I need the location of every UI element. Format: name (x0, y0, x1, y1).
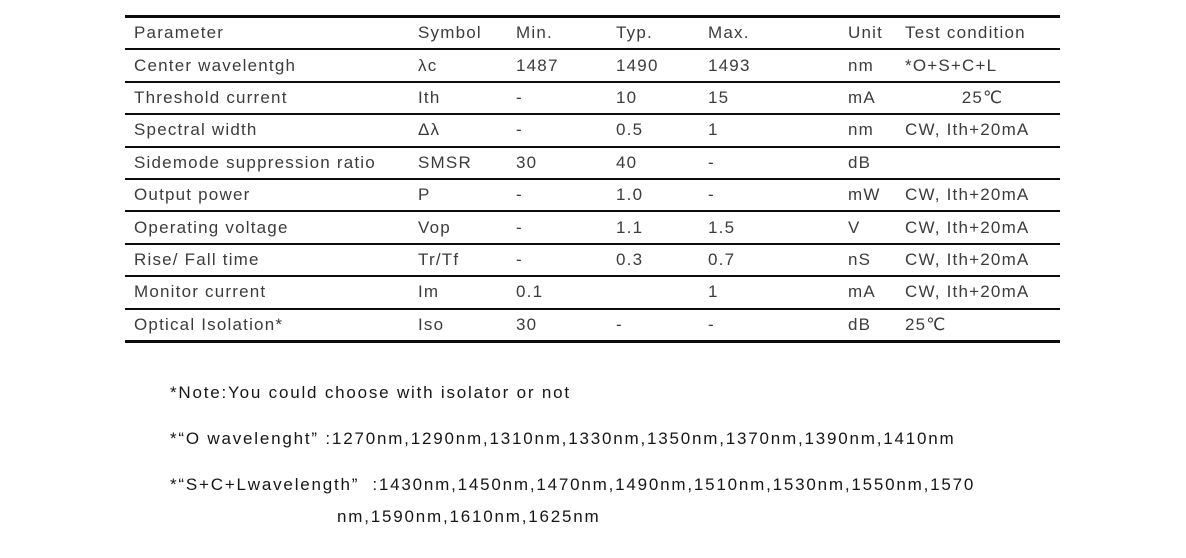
cell-typ: - (616, 309, 708, 342)
cell-test: *O+S+C+L (905, 49, 1060, 81)
cell-parameter: Monitor current (125, 276, 418, 308)
cell-parameter: Rise/ Fall time (125, 244, 418, 276)
table-header-row (125, 17, 1060, 50)
header-min: Min. (516, 17, 616, 50)
cell-parameter: Operating voltage (125, 211, 418, 243)
table-body (125, 49, 1060, 341)
cell-max: 1.5 (708, 211, 848, 243)
cell-typ: 40 (616, 147, 708, 179)
table-row (125, 82, 1060, 114)
cell-parameter: Threshold current (125, 82, 418, 114)
cell-typ: 1.1 (616, 211, 708, 243)
cell-typ (616, 276, 708, 308)
cell-test: CW, Ith+20mA (905, 211, 1060, 243)
cell-typ: 10 (616, 82, 708, 114)
cell-typ: 1490 (616, 49, 708, 81)
cell-typ: 0.5 (616, 114, 708, 146)
note-o-wavelength: *“O wavelenght” :1270nm,1290nm,1310nm,1330nm,1350nm,1370nm,1390nm,1410nm (170, 429, 956, 448)
cell-min: - (516, 82, 616, 114)
cell-unit: mW (848, 179, 905, 211)
cell-symbol: Im (418, 276, 516, 308)
cell-symbol: Δλ (418, 114, 516, 146)
cell-typ: 0.3 (616, 244, 708, 276)
cell-test: CW, Ith+20mA (905, 114, 1060, 146)
header-max: Max. (708, 17, 848, 50)
cell-min: - (516, 179, 616, 211)
cell-symbol: λc (418, 49, 516, 81)
header-typ: Typ. (616, 17, 708, 50)
note-isolator: *Note:You could choose with isolator or not (170, 383, 571, 402)
cell-test: CW, Ith+20mA (905, 276, 1060, 308)
cell-parameter: Sidemode suppression ratio (125, 147, 418, 179)
cell-min: - (516, 244, 616, 276)
cell-parameter: Center wavelentgh (125, 49, 418, 81)
cell-test: CW, Ith+20mA (905, 179, 1060, 211)
cell-max: - (708, 309, 848, 342)
cell-max: - (708, 147, 848, 179)
cell-unit: nS (848, 244, 905, 276)
cell-symbol: Iso (418, 309, 516, 342)
cell-max: - (708, 179, 848, 211)
cell-min: - (516, 114, 616, 146)
cell-test: 25℃ (905, 309, 1060, 342)
table-row (125, 211, 1060, 243)
cell-symbol: Vop (418, 211, 516, 243)
header-parameter: Parameter (125, 17, 418, 50)
header-test-condition: Test condition (905, 17, 1060, 50)
table-row (125, 147, 1060, 179)
table-row (125, 114, 1060, 146)
table-row (125, 179, 1060, 211)
cell-unit: dB (848, 309, 905, 342)
header-unit: Unit (848, 17, 905, 50)
cell-max: 1493 (708, 49, 848, 81)
cell-min: 0.1 (516, 276, 616, 308)
cell-test: CW, Ith+20mA (905, 244, 1060, 276)
cell-parameter: Output power (125, 179, 418, 211)
cell-max: 15 (708, 82, 848, 114)
note-scl-wavelength-cont: nm,1590nm,1610nm,1625nm (337, 507, 601, 526)
cell-parameter: Spectral width (125, 114, 418, 146)
table-row (125, 276, 1060, 308)
cell-unit: mA (848, 82, 905, 114)
cell-unit: nm (848, 49, 905, 81)
spec-table (125, 15, 1060, 343)
cell-typ: 1.0 (616, 179, 708, 211)
cell-test: 25℃ (905, 82, 1060, 114)
cell-unit: nm (848, 114, 905, 146)
cell-parameter: Optical Isolation* (125, 309, 418, 342)
table-row (125, 49, 1060, 81)
cell-max: 0.7 (708, 244, 848, 276)
header-symbol: Symbol (418, 17, 516, 50)
cell-unit: V (848, 211, 905, 243)
cell-max: 1 (708, 114, 848, 146)
note-scl-wavelength: *“S+C+Lwavelength” :1430nm,1450nm,1470nm,1490nm,1510nm,1530nm,1550nm,1570 (170, 475, 976, 494)
cell-min: 30 (516, 147, 616, 179)
table-row (125, 244, 1060, 276)
cell-symbol: Tr/Tf (418, 244, 516, 276)
cell-unit: dB (848, 147, 905, 179)
cell-min: 1487 (516, 49, 616, 81)
cell-test (905, 147, 1060, 179)
table-row (125, 309, 1060, 342)
cell-unit: mA (848, 276, 905, 308)
cell-symbol: Ith (418, 82, 516, 114)
cell-symbol: P (418, 179, 516, 211)
cell-symbol: SMSR (418, 147, 516, 179)
cell-min: 30 (516, 309, 616, 342)
cell-max: 1 (708, 276, 848, 308)
cell-min: - (516, 211, 616, 243)
